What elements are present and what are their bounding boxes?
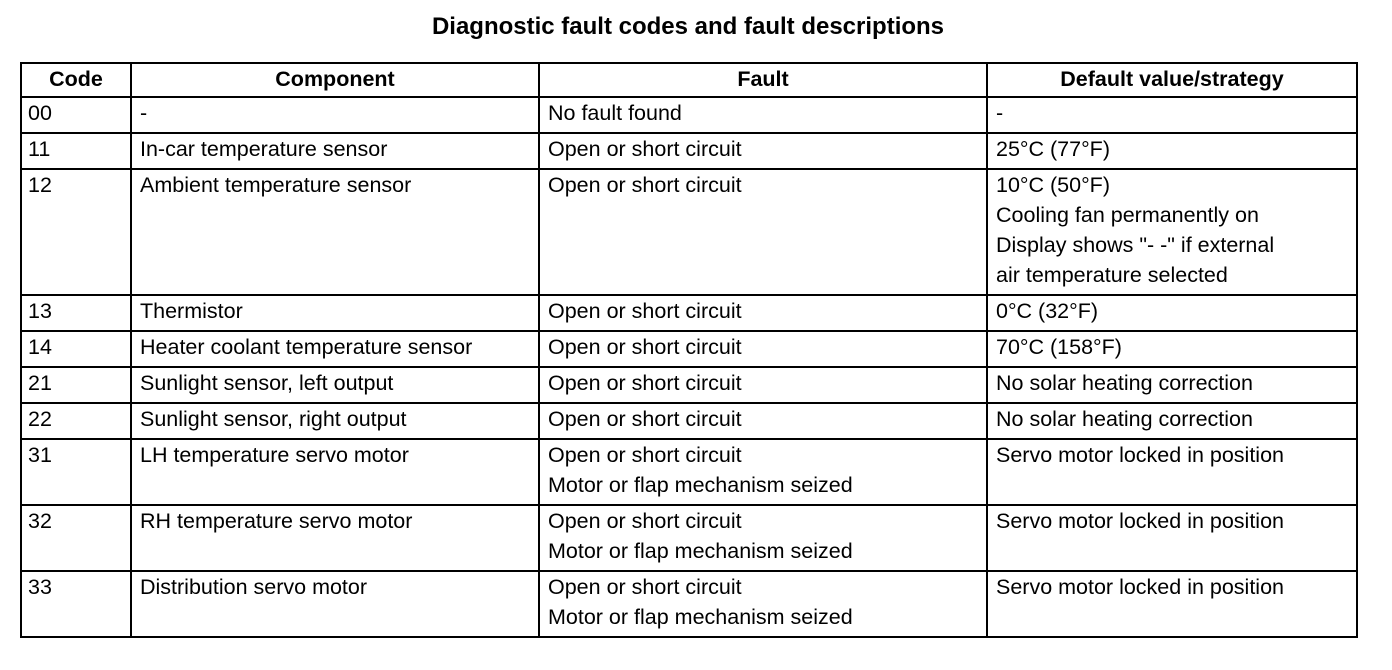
default-strategy-cell — [987, 403, 1357, 439]
table-row — [21, 439, 1357, 505]
fault-cell — [539, 439, 987, 505]
column-header-fault: Fault — [539, 63, 987, 97]
fault-cell — [539, 169, 987, 295]
fault-line: Open or short circuit — [548, 509, 742, 533]
table-row — [21, 295, 1357, 331]
component-cell: Thermistor — [131, 295, 539, 331]
component-cell: Sunlight sensor, right output — [131, 403, 539, 439]
default-strategy-line: Servo motor locked in position — [996, 575, 1285, 599]
default-strategy-line: air temperature selected — [996, 263, 1228, 287]
table-body — [21, 97, 1357, 637]
fault-code-cell: 33 — [21, 571, 131, 637]
column-header-code: Code — [21, 63, 131, 97]
fault-cell — [539, 403, 987, 439]
default-strategy-cell — [987, 331, 1357, 367]
column-header-default: Default value/strategy — [987, 63, 1357, 97]
default-strategy-line: Cooling fan permanently on — [996, 203, 1259, 227]
table-row — [21, 169, 1357, 295]
fault-line: Open or short circuit — [548, 407, 742, 431]
component-cell: Heater coolant temperature sensor — [131, 331, 539, 367]
default-strategy-line: - — [996, 101, 1004, 125]
fault-code-cell: 22 — [21, 403, 131, 439]
fault-cell — [539, 367, 987, 403]
default-strategy-line: Servo motor locked in position — [996, 509, 1285, 533]
default-strategy-line: Display shows "- -" if external — [996, 233, 1275, 257]
fault-line: Open or short circuit — [548, 335, 742, 359]
table-row — [21, 505, 1357, 571]
fault-line: Motor or flap mechanism seized — [548, 605, 853, 629]
fault-cell — [539, 97, 987, 133]
fault-line: No fault found — [548, 101, 682, 125]
fault-line: Motor or flap mechanism seized — [548, 473, 853, 497]
default-strategy-cell — [987, 571, 1357, 637]
table-row — [21, 331, 1357, 367]
default-strategy-cell — [987, 439, 1357, 505]
default-strategy-line: No solar heating correction — [996, 371, 1253, 395]
document-title: Diagnostic fault codes and fault descriptions — [431, 13, 945, 40]
component-cell: Ambient temperature sensor — [131, 169, 539, 295]
component-cell: - — [131, 97, 539, 133]
fault-line: Motor or flap mechanism seized — [548, 539, 853, 563]
fault-cell — [539, 505, 987, 571]
fault-line: Open or short circuit — [548, 299, 742, 323]
component-cell: Sunlight sensor, left output — [131, 367, 539, 403]
fault-cell — [539, 331, 987, 367]
default-strategy-line: 0°C (32°F) — [996, 299, 1099, 323]
fault-line: Open or short circuit — [548, 575, 742, 599]
default-strategy-cell — [987, 295, 1357, 331]
fault-cell — [539, 571, 987, 637]
table-header-row — [21, 63, 1357, 97]
default-strategy-cell — [987, 133, 1357, 169]
component-cell: In-car temperature sensor — [131, 133, 539, 169]
component-cell: LH temperature servo motor — [131, 439, 539, 505]
fault-code-cell: 14 — [21, 331, 131, 367]
default-strategy-line: 10°C (50°F) — [996, 173, 1110, 197]
table-row — [21, 133, 1357, 169]
component-cell: RH temperature servo motor — [131, 505, 539, 571]
default-strategy-line: Servo motor locked in position — [996, 443, 1285, 467]
fault-code-cell: 11 — [21, 133, 131, 169]
default-strategy-cell — [987, 97, 1357, 133]
default-strategy-line: 70°C (158°F) — [996, 335, 1122, 359]
default-strategy-line: No solar heating correction — [996, 407, 1253, 431]
table-row — [21, 403, 1357, 439]
fault-code-cell: 12 — [21, 169, 131, 295]
fault-code-cell: 00 — [21, 97, 131, 133]
fault-line: Open or short circuit — [548, 137, 742, 161]
fault-code-cell: 32 — [21, 505, 131, 571]
default-strategy-cell — [987, 367, 1357, 403]
default-strategy-line: 25°C (77°F) — [996, 137, 1110, 161]
fault-cell — [539, 295, 987, 331]
fault-line: Open or short circuit — [548, 371, 742, 395]
table-row — [21, 97, 1357, 133]
fault-line: Open or short circuit — [548, 173, 742, 197]
column-header-component: Component — [131, 63, 539, 97]
fault-line: Open or short circuit — [548, 443, 742, 467]
fault-code-cell: 21 — [21, 367, 131, 403]
table-row — [21, 571, 1357, 637]
fault-code-cell: 13 — [21, 295, 131, 331]
fault-code-table — [20, 62, 1358, 638]
default-strategy-cell — [987, 505, 1357, 571]
default-strategy-cell — [987, 169, 1357, 295]
fault-code-cell: 31 — [21, 439, 131, 505]
fault-cell — [539, 133, 987, 169]
table-row — [21, 367, 1357, 403]
component-cell: Distribution servo motor — [131, 571, 539, 637]
